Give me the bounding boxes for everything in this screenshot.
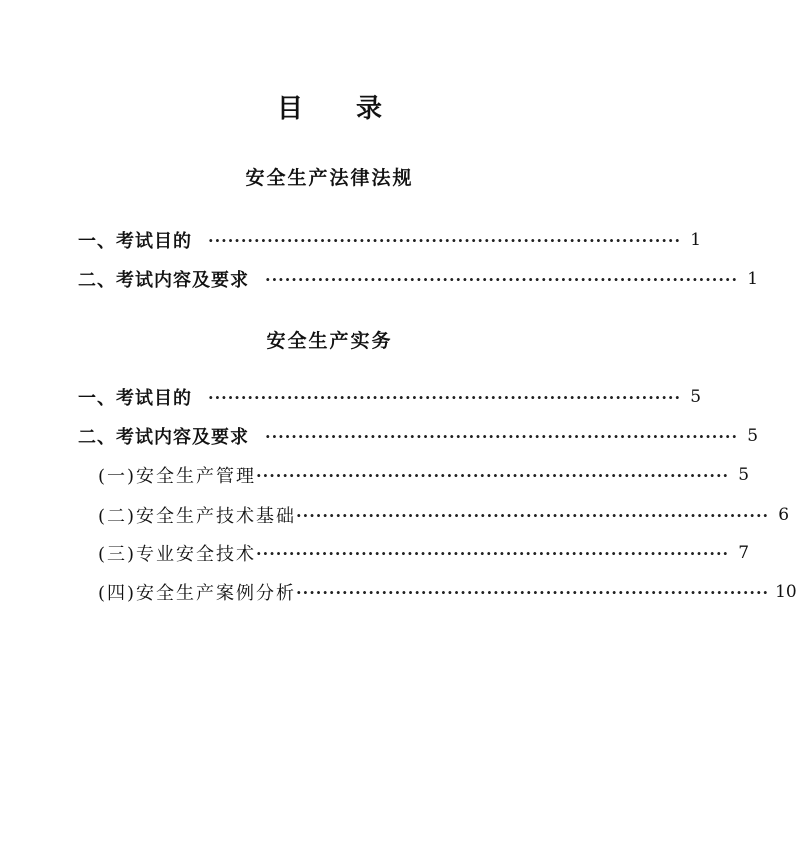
toc-entry-label: 一、考试目的 [78,231,192,252]
toc-subentry[interactable] [98,463,750,487]
toc-page-number: 1 [690,230,702,250]
toc-subentry-label: (二)安全生产技术基础 [98,506,297,527]
toc-entry-label: 一、考试目的 [78,388,192,409]
toc-leader-dots: ········································································ [208,230,682,250]
section-heading-law: 安全生产法律法规 [245,167,414,189]
toc-subentry[interactable] [98,541,750,565]
toc-subentry[interactable] [98,503,790,527]
toc-page-number: 5 [747,426,759,446]
toc-entry-label: 二、考试内容及要求 [78,270,249,291]
section-heading-practice: 安全生产实务 [266,330,393,352]
toc-leader-dots: ········································································ [256,543,730,563]
page-title: 目 录 [276,94,405,124]
toc-page-number: 5 [690,387,702,407]
toc-subentry-label: (四)安全生产案例分析 [98,583,297,604]
toc-entry[interactable] [78,424,759,448]
toc-entry-label: 二、考试内容及要求 [78,427,249,448]
toc-subentry[interactable] [98,580,797,604]
toc-entry[interactable] [78,267,759,291]
toc-page-number: 10 [775,582,797,602]
toc-page-number: 1 [747,269,759,289]
toc-leader-dots: ········································································ [296,582,770,602]
toc-leader-dots: ········································································ [256,465,730,485]
toc-page-number: 5 [738,465,750,485]
toc-subentry-label: (一)安全生产管理 [98,466,257,487]
toc-leader-dots: ········································································ [296,505,770,525]
toc-page-number: 7 [738,543,750,563]
toc-subentry-label: (三)专业安全技术 [98,544,257,565]
toc-leader-dots: ········································································ [265,269,739,289]
toc-leader-dots: ········································································ [208,387,682,407]
toc-page-number: 6 [778,505,790,525]
toc-entry[interactable] [78,228,702,252]
toc-entry[interactable] [78,385,702,409]
toc-leader-dots: ········································································ [265,426,739,446]
